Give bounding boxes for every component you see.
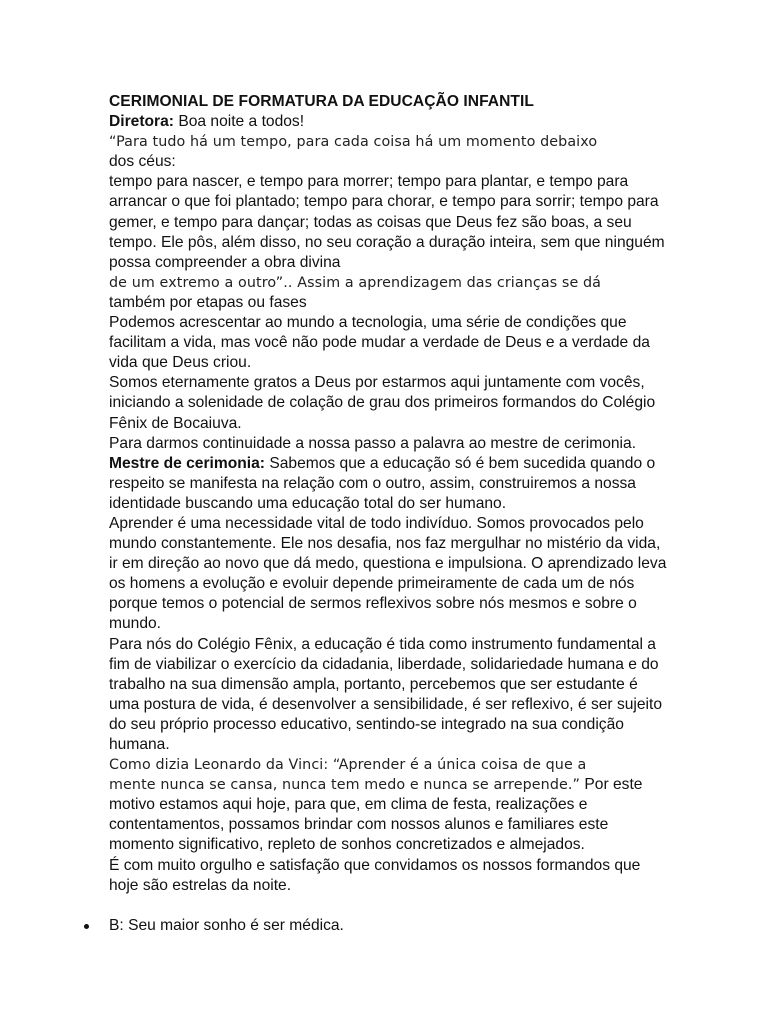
diretora-greeting xyxy=(109,112,669,132)
paragraph-gratos: Somos eternamente gratos a Deus por estarmos aqui juntamente com vocês, iniciando a solenidade de colação de grau dos primeiros formandos do Colégio Fênix de Bocaiuva. xyxy=(109,374,656,432)
davinci-quote-line1: Como dizia Leonardo da Vinci: “Aprender é a única coisa de que a xyxy=(109,757,587,774)
document-page xyxy=(109,92,669,936)
bullet-icon xyxy=(84,924,89,929)
quote-tail: também por etapas ou fases xyxy=(109,293,307,311)
mestre-intro-text: Sabemos que a educação só é bem sucedida quando o respeito se manifesta na relação com o outro, assim, construiremos a nossa identidade buscando uma educação total do ser humano. xyxy=(109,454,656,512)
quote-opening-line: “Para tudo há um tempo, para cada coisa há um momento debaixo xyxy=(109,134,598,151)
paragraph-colegio-fenix: Para nós do Colégio Fênix, a educação é tida como instrumento fundamental a fim de viabilizar o exercício da cidadania, liberdade, solidariedade humana e do trabalho na sua dimensão ampla, portanto, percebemos que ser estudante é uma postura de vida, é desenvolver a sensibilidade, é ser reflexivo, é ser sujeito do seu próprio processo educativo, sentindo-se integrado na sua condição humana. xyxy=(109,635,663,753)
quote-ending-line: de um extremo a outro”.. Assim a aprendizagem das crianças se dá xyxy=(109,274,602,291)
davinci-after-text: Por este motivo estamos aqui hoje, para que, em clima de festa, realizações e contentamentos, possamos brindar com nossos alunos e familiares este momento significativo, repleto de sonhos concretizados e almejados. xyxy=(109,776,643,854)
formandos-list xyxy=(109,916,669,936)
list-item-text: B: Seu maior sonho é ser médica. xyxy=(109,916,344,934)
paragraph-tecnologia: Podemos acrescentar ao mundo a tecnologia, uma série de condições que facilitam a vida, mas você não pode mudar a verdade de Deus e a verdade da vida que Deus criou. xyxy=(109,314,650,372)
speaker-diretora: Diretora: xyxy=(109,113,174,131)
speaker-mestre: Mestre de cerimonia: xyxy=(109,454,265,472)
greeting-text: Boa noite a todos! xyxy=(174,113,305,131)
paragraph-passo-palavra: Para darmos continuidade a nossa passo a palavra ao mestre de cerimonia. xyxy=(109,434,637,452)
paragraph-aprender: Aprender é uma necessidade vital de todo indivíduo. Somos provocados pelo mundo constantemente. Ele nos desafia, nos faz mergulhar no mistério da vida, ir em direção ao novo que dá medo, questiona e impulsiona. O aprendizado leva os homens a evolução e evoluir depende primeiramente de cada um de nós porque temos o potencial de sermos reflexivos sobre nós mesmos e sobre o mundo. xyxy=(109,514,667,633)
paragraph-orgulho: É com muito orgulho e satisfação que convidamos os nossos formandos que hoje são estrelas da noite. xyxy=(109,856,641,894)
mestre-intro xyxy=(109,454,669,514)
document-title: CERIMONIAL DE FORMATURA DA EDUCAÇÃO INFANTIL xyxy=(109,93,534,110)
davinci-paragraph xyxy=(109,775,669,855)
davinci-quote-line2: mente nunca se cansa, nunca tem medo e nunca se arrepende.” xyxy=(109,777,581,794)
quote-body: tempo para nascer, e tempo para morrer; tempo para plantar, e tempo para arrancar o que foi plantado; tempo para chorar, e tempo para sorrir; tempo para gemer, e tempo para dançar; todas as coisas que Deus fez são boas, a seu tempo. Ele pôs, além disso, no seu coração a duração inteira, sem que ninguém possa compreender a obra divina xyxy=(109,173,665,271)
quote-opening-continuation: dos céus: xyxy=(109,153,176,171)
list-item xyxy=(64,916,669,936)
